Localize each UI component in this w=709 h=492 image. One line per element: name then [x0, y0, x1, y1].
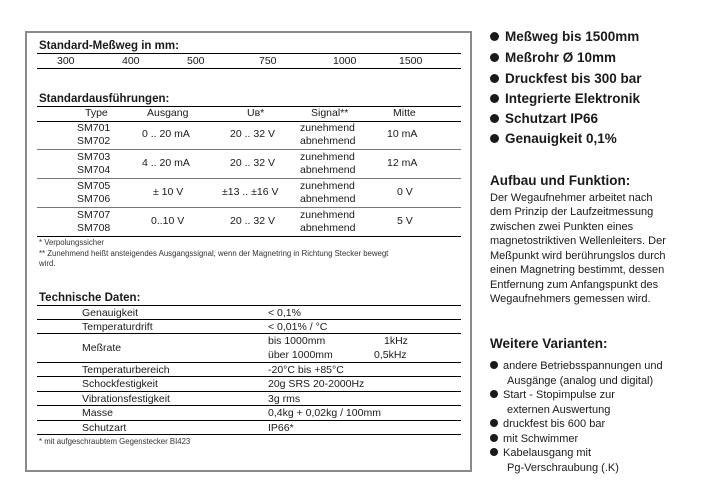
type-cell: SM702: [77, 135, 111, 147]
divider: [37, 420, 461, 421]
type-cell: SM704: [77, 164, 111, 176]
divider: [37, 149, 461, 150]
variant-item: Start - Stopimpulse zur: [490, 388, 615, 403]
footnote: * Verpolungssicher: [39, 238, 105, 247]
function-line: Meßpunkt wird berührungslos durch: [490, 250, 666, 262]
signal-cell: abnehmend: [300, 135, 356, 147]
tech-label: Genauigkeit: [82, 307, 139, 319]
function-line: zwischen zwei Punkten eines: [490, 221, 634, 233]
type-cell: SM703: [77, 151, 111, 163]
variant-item: Kabelausgang mit: [490, 446, 591, 461]
feature-item: Integrierte Elektronik: [490, 91, 640, 106]
mitte-cell: 10 mA: [387, 128, 418, 140]
range-value: 300: [57, 55, 75, 67]
range-value: 750: [259, 55, 277, 67]
range-value: 1000: [333, 55, 357, 67]
variants-title: Weitere Varianten:: [490, 336, 608, 351]
standard-range-title: Standard-Meßweg in mm:: [39, 40, 179, 52]
variant-item-cont: Pg-Verschraubung (.K): [507, 462, 619, 474]
divider: [37, 68, 461, 69]
divider: [37, 305, 461, 306]
type-cell: SM708: [77, 222, 111, 234]
function-line: Der Wegaufnehmer arbeitet nach: [490, 192, 653, 204]
ausgang-cell: 4 .. 20 mA: [142, 157, 190, 169]
divider: [37, 405, 461, 406]
divider: [37, 333, 461, 334]
ub-cell: 20 .. 32 V: [230, 215, 275, 227]
function-line: einen Magnetring bestimmt, dessen: [490, 264, 665, 276]
divider: [37, 319, 461, 320]
divider: [37, 53, 461, 54]
bullet-icon: [490, 114, 499, 123]
col-header-ausgang: Ausgang: [147, 107, 189, 119]
divider: [37, 391, 461, 392]
divider: [37, 207, 461, 208]
tech-title: Technische Daten:: [39, 292, 141, 304]
bullet-icon: [490, 94, 499, 103]
ub-cell: 20 .. 32 V: [230, 128, 275, 140]
tech-value: 3g rms: [268, 393, 301, 405]
variant-item: druckfest bis 600 bar: [490, 417, 605, 432]
variant-item: andere Betriebsspannungen und: [490, 359, 663, 374]
bullet-icon: [490, 53, 499, 62]
tech-label: Temperaturbereich: [82, 364, 170, 376]
signal-cell: zunehmend: [300, 122, 355, 134]
feature-item: Druckfest bis 300 bar: [490, 71, 642, 86]
tech-label: Meßrate: [82, 342, 122, 354]
divider: [37, 178, 461, 179]
range-value: 500: [187, 55, 205, 67]
signal-cell: abnehmend: [300, 164, 356, 176]
bullet-icon: [490, 134, 499, 143]
feature-item: Genauigkeit 0,1%: [490, 131, 617, 146]
footnote: wird.: [39, 259, 56, 268]
mitte-cell: 0 V: [397, 186, 413, 198]
tech-label: Masse: [82, 407, 113, 419]
footnote: * mit aufgeschraubtem Gegenstecker BI423: [39, 437, 191, 446]
type-cell: SM706: [77, 193, 111, 205]
footnote: ** Zunehmend heißt ansteigendes Ausgangssignal, wenn der Magnetring in Richtung Stecker bewegt: [39, 249, 389, 258]
feature-item: Meßweg bis 1500mm: [490, 29, 639, 44]
signal-cell: zunehmend: [300, 151, 355, 163]
function-line: magnetostriktiven Wellenleiters. Der: [490, 235, 666, 247]
tech-value: < 0,1%: [268, 307, 301, 319]
function-line: Wegaufnehmers gemessen wird.: [490, 293, 651, 305]
tech-value: 20g SRS 20-2000Hz: [268, 378, 365, 390]
variant-item: mit Schwimmer: [490, 432, 578, 447]
mitte-cell: 12 mA: [387, 157, 418, 169]
signal-cell: zunehmend: [300, 209, 355, 221]
bullet-icon: [490, 74, 499, 83]
signal-cell: abnehmend: [300, 222, 356, 234]
tech-value: 1kHz: [384, 335, 408, 347]
tech-value: 0,5kHz: [374, 349, 407, 361]
type-cell: SM701: [77, 122, 111, 134]
ausgang-cell: 0 .. 20 mA: [142, 128, 190, 140]
versions-title: Standardausführungen:: [39, 93, 170, 105]
signal-cell: zunehmend: [300, 180, 355, 192]
range-value: 400: [122, 55, 140, 67]
bullet-icon: [490, 448, 498, 456]
divider: [37, 376, 461, 377]
divider: [37, 362, 461, 363]
bullet-icon: [490, 419, 498, 427]
function-line: dem Prinzip der Laufzeitmessung: [490, 206, 654, 218]
spec-panel: [25, 31, 472, 472]
tech-value: -20°C bis +85°C: [268, 364, 344, 376]
col-header-type: Type: [85, 107, 108, 119]
bullet-icon: [490, 390, 498, 398]
ub-cell: 20 .. 32 V: [230, 157, 275, 169]
tech-value: < 0,01% / °C: [268, 321, 328, 333]
signal-cell: abnehmend: [300, 193, 356, 205]
col-header-signal: Signal**: [311, 107, 349, 119]
col-header-mitte: Mitte: [393, 107, 416, 119]
function-title: Aufbau und Funktion:: [490, 173, 631, 188]
divider: [37, 236, 461, 237]
range-value: 1500: [399, 55, 423, 67]
function-line: Entfernung zum Anfangspunkt des: [490, 279, 659, 291]
feature-item: Meßrohr Ø 10mm: [490, 50, 616, 65]
variant-item-cont: Ausgänge (analog und digital): [507, 375, 654, 387]
mitte-cell: 5 V: [397, 215, 413, 227]
tech-label: Schutzart: [82, 422, 127, 434]
variant-item-cont: externen Auswertung: [507, 404, 611, 416]
divider: [37, 434, 461, 435]
bullet-icon: [490, 32, 499, 41]
tech-value: 0,4kg + 0,02kg / 100mm: [268, 407, 381, 419]
bullet-icon: [490, 361, 498, 369]
feature-item: Schutzart IP66: [490, 111, 598, 126]
ausgang-cell: ± 10 V: [153, 186, 184, 198]
ub-cell: ±13 .. ±16 V: [222, 186, 279, 198]
tech-value: IP66*: [268, 422, 294, 434]
tech-label: Temperaturdrift: [82, 321, 153, 333]
tech-value: über 1000mm: [268, 349, 333, 361]
col-header-ub: Uʙ*: [247, 107, 265, 119]
tech-label: Vibrationsfestigkeit: [82, 393, 170, 405]
tech-label: Schockfestigkeit: [82, 378, 158, 390]
bullet-icon: [490, 434, 498, 442]
ausgang-cell: 0..10 V: [151, 215, 185, 227]
type-cell: SM707: [77, 209, 111, 221]
type-cell: SM705: [77, 180, 111, 192]
tech-value: bis 1000mm: [268, 335, 326, 347]
